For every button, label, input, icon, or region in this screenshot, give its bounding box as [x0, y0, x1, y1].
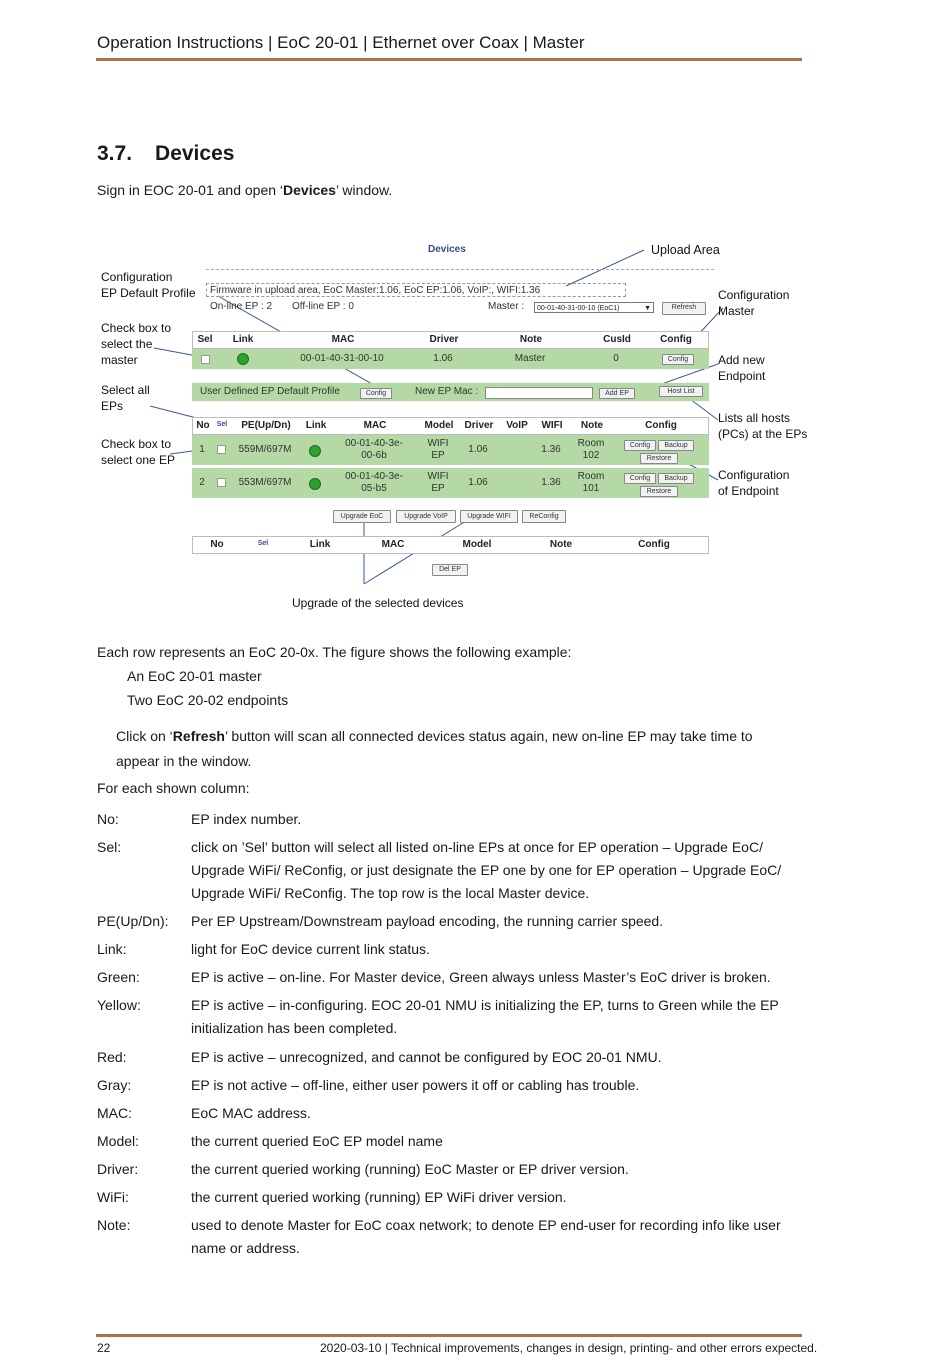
section-heading — [97, 142, 234, 166]
ep-restore-button[interactable]: Restore — [640, 486, 678, 497]
definition-term: No: — [97, 811, 119, 827]
upgrade-voip-button[interactable]: Upgrade VoIP — [396, 510, 456, 523]
definition-term: Gray: — [97, 1077, 132, 1093]
definition-term: Red: — [97, 1049, 127, 1065]
ep-select-checkbox[interactable] — [217, 445, 226, 454]
master-label: Master : — [488, 301, 525, 312]
annotation-upgrade-selected: Upgrade of the selected devices — [292, 596, 464, 610]
annotation-config-ep-default: Configuration EP Default Profile — [101, 270, 196, 300]
ep-link-led — [309, 478, 321, 490]
devices-window-title: Devices — [428, 244, 466, 255]
refresh-button[interactable]: Refresh — [662, 302, 706, 315]
reconfig-button[interactable]: ReConfig — [522, 510, 566, 523]
page-number: 22 — [97, 1341, 111, 1355]
profile-config-button[interactable]: Config — [360, 388, 392, 399]
definition-text: light for EoC device current link status. — [191, 941, 430, 957]
master-table-header: Sel Link MAC Driver Note CusId Config — [192, 331, 709, 349]
master-config-button[interactable]: Config — [662, 354, 694, 365]
del-ep-button[interactable]: Del EP — [432, 564, 468, 576]
upgrade-wifi-button[interactable]: Upgrade WIFI — [460, 510, 518, 523]
new-ep-mac-input[interactable] — [485, 387, 593, 399]
ep-table-row: 1 559M/697M 00-01-40-3e- 00-6b WIFI EP 1.06 1.36 Room 102 Config Backup Restore — [192, 435, 709, 465]
definition-text: the current queried working (running) EoC Master or EP driver version. — [191, 1161, 629, 1177]
definition-text: EP is active – in-configuring. EOC 20-01 NMU is initializing the EP, turns to Green while the EP initialization has been completed. — [191, 997, 779, 1036]
section-title: Devices — [155, 142, 235, 165]
definition-term: PE(Up/Dn): — [97, 913, 169, 929]
section-number: 3.7. — [97, 142, 133, 165]
definition-term: MAC: — [97, 1105, 132, 1121]
definition-text: the current queried working (running) EP WiFi driver version. — [191, 1189, 567, 1205]
footer-note: 2020-03-10 | Technical improvements, changes in design, printing- and other errors expected. — [320, 1341, 818, 1355]
master-table-row: 00-01-40-31-00-10 1.06 Master 0 Config — [192, 349, 709, 369]
annotation-check-master: Check box to select the master — [101, 321, 172, 367]
annotation-config-master: Configuration Master — [718, 288, 790, 318]
ep-table-row: 2 553M/697M 00-01-40-3e- 05-b5 WIFI EP 1.06 1.36 Room 101 Config Backup Restore — [192, 468, 709, 498]
definition-term: Model: — [97, 1133, 140, 1149]
add-ep-button[interactable]: Add EP — [599, 388, 635, 399]
definition-term: Yellow: — [97, 997, 141, 1013]
definition-text: EoC MAC address. — [191, 1105, 311, 1121]
definition-term: WiFi: — [97, 1189, 129, 1205]
ep-backup-button[interactable]: Backup — [658, 473, 694, 484]
example-item: An EoC 20-01 master — [127, 668, 262, 684]
offline-table-header: No Sel Link MAC Model Note Config — [192, 536, 709, 554]
host-list-button[interactable]: Host List — [659, 386, 703, 397]
offline-ep-count: Off-line EP : 0 — [292, 301, 354, 312]
annotation-add-endpoint: Add new Endpoint — [718, 353, 766, 383]
devices-figure — [96, 236, 816, 616]
ep-table-header: No Sel PE(Up/Dn) Link MAC Model Driver VoIP WIFI Note Config — [192, 417, 709, 435]
ep-link-led — [309, 445, 321, 457]
ep-select-checkbox[interactable] — [217, 478, 226, 487]
refresh-bold: Refresh — [172, 728, 225, 744]
definition-text: EP is active – unrecognized, and cannot be configured by EOC 20-01 NMU. — [191, 1049, 662, 1065]
upload-area-divider — [206, 269, 714, 270]
annotation-upload-area: Upload Area — [651, 243, 720, 257]
footer-rule — [96, 1334, 802, 1337]
annotation-select-all: Select all EPs — [101, 383, 150, 413]
definition-text: click on ’Sel’ button will select all listed on-line EPs at once for EP operation – Upgrade EoC/ Upgrade WiFi/ ReConfig, or just designate the EP one by one for EP operation – Upgrade EoC/ Upgrade WiFi/ ReConfig. The top row is the local Master device. — [191, 839, 782, 901]
ep-restore-button[interactable]: Restore — [640, 453, 678, 464]
definition-term: Link: — [97, 941, 127, 957]
upgrade-eoc-button[interactable]: Upgrade EoC — [333, 510, 391, 523]
definition-text: used to denote Master for EoC coax network; to denote EP end-user for recording info like user name or address. — [191, 1217, 781, 1256]
definition-text: EP is active – on-line. For Master device, Green always unless Master’s EoC driver is broken. — [191, 969, 771, 985]
definition-text: EP index number. — [191, 811, 302, 827]
annotation-lists-hosts: Lists all hosts (PCs) at the EPs — [718, 411, 808, 441]
definition-text: the current queried EoC EP model name — [191, 1133, 443, 1149]
firmware-upload-area: Firmware in upload area, EoC Master:1.06, EoC EP:1.06, VoIP:, WIFI:1.36 — [206, 283, 626, 297]
example-item: Two EoC 20-02 endpoints — [127, 692, 289, 708]
dropdown-arrow-icon: ▼ — [644, 305, 651, 312]
profile-bar: User Defined EP Default Profile Config New EP Mac : Add EP Host List — [192, 383, 709, 401]
ep-backup-button[interactable]: Backup — [658, 440, 694, 451]
columns-intro: For each shown column: — [97, 780, 250, 796]
header-rule — [96, 58, 802, 61]
refresh-paragraph: Click on ‘Refresh’ button will scan all connected devices status again, new on-line EP may take time to appear in the window. — [116, 728, 753, 769]
intro-paragraph: Sign in EOC 20-01 and open ‘Devices’ window. — [97, 182, 393, 198]
online-ep-count: On-line EP : 2 — [210, 301, 273, 312]
master-select-checkbox[interactable] — [201, 355, 210, 364]
sel-all-button[interactable]: Sel — [216, 421, 228, 428]
definition-term: Note: — [97, 1217, 131, 1233]
master-link-led — [237, 353, 249, 365]
devices-bold: Devices — [283, 182, 336, 198]
definition-term: Driver: — [97, 1161, 139, 1177]
definition-text: Per EP Upstream/Downstream payload encoding, the running carrier speed. — [191, 913, 664, 929]
definition-text: EP is not active – off-line, either user powers it off or cabling has trouble. — [191, 1077, 640, 1093]
ep-config-button[interactable]: Config — [624, 473, 656, 484]
running-header: Operation Instructions | EoC 20-01 | Ethernet over Coax | Master — [97, 33, 585, 52]
offline-sel-button[interactable]: Sel — [257, 540, 269, 547]
definition-term: Sel: — [97, 839, 122, 855]
definition-term: Green: — [97, 969, 140, 985]
ep-config-button[interactable]: Config — [624, 440, 656, 451]
example-intro: Each row represents an EoC 20-0x. The figure shows the following example: — [97, 644, 572, 660]
master-select[interactable]: 00-01-40-31-00-10 (EoC1) ▼ — [534, 302, 654, 313]
annotation-check-one: Check box to select one EP — [101, 437, 176, 467]
annotation-config-endpoint: Configuration of Endpoint — [718, 468, 790, 498]
